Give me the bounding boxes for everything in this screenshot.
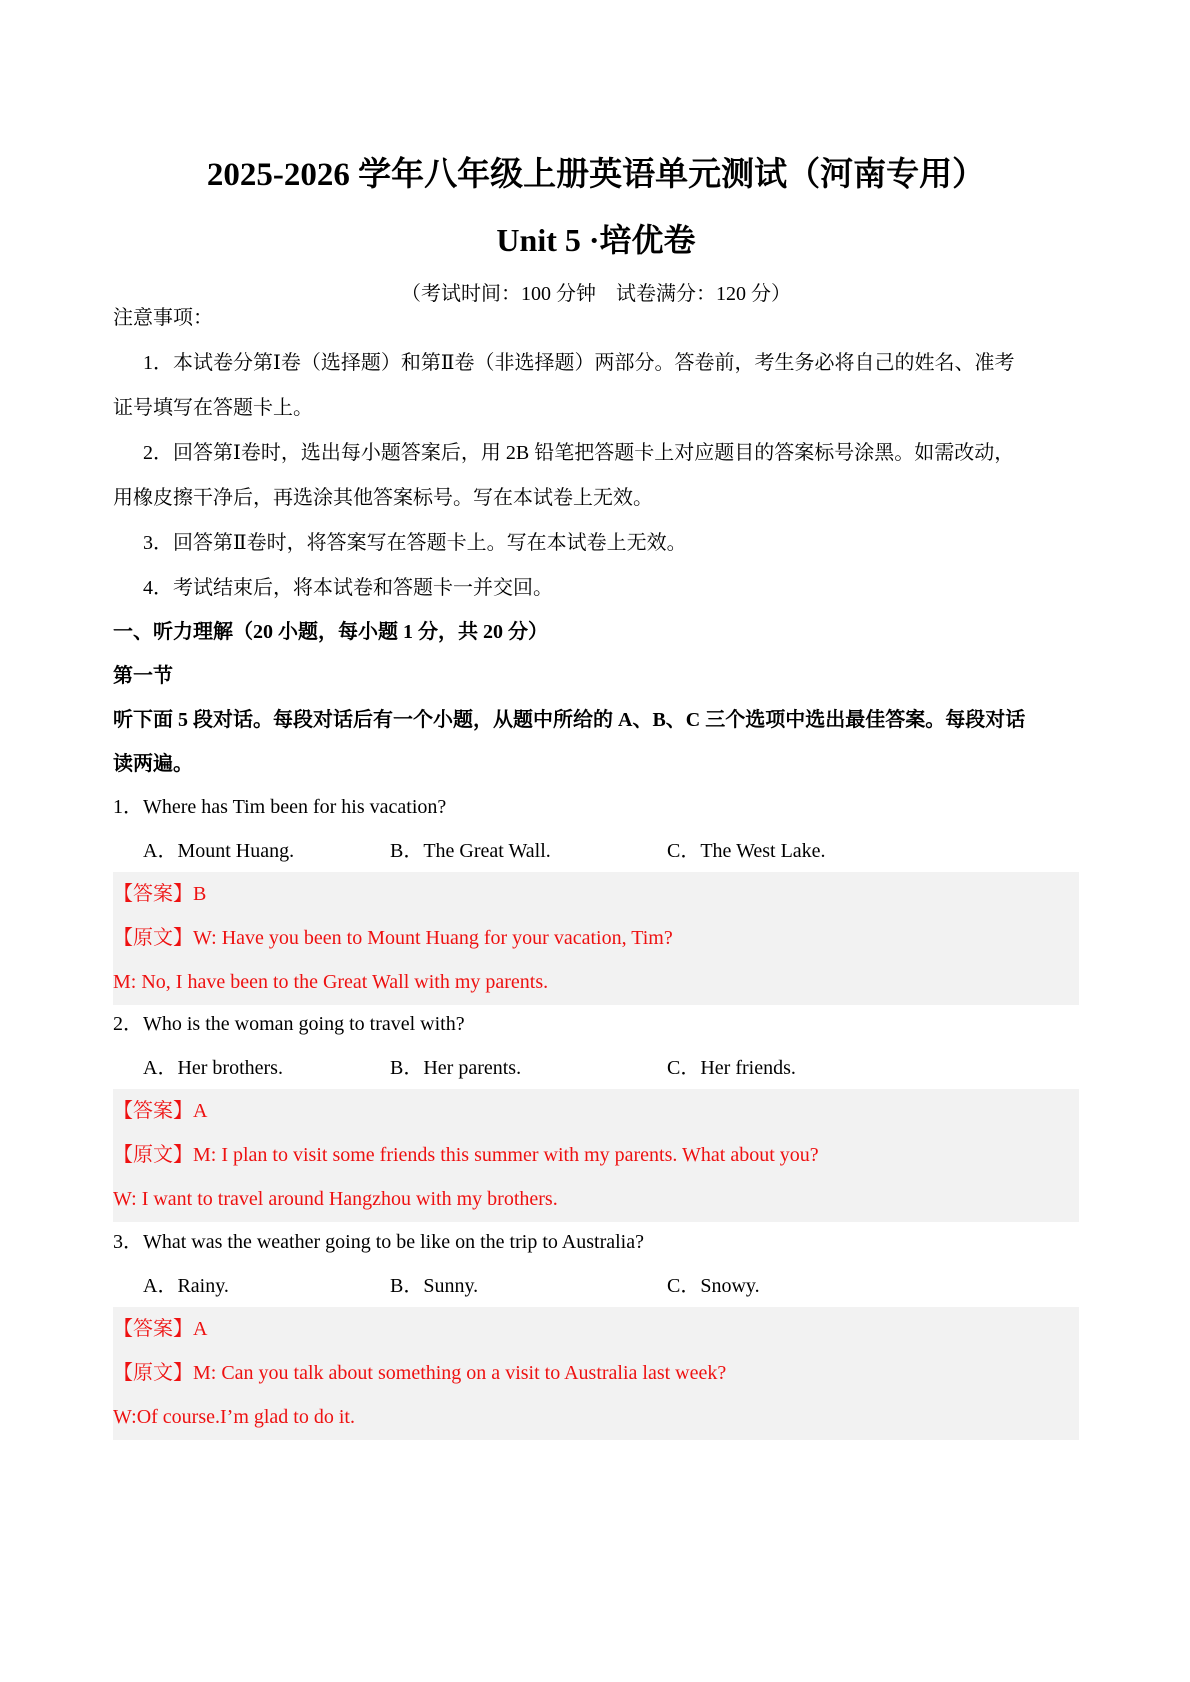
option-a: A．Mount Huang. [143,840,295,862]
script-tag: 【原文】 [113,927,193,949]
notice-item-1-line-2: 证号填写在答题卡上。 [113,397,313,419]
script-tag: 【原文】 [113,1144,193,1166]
script-text: W: Have you been to Mount Huang for your vacation, Tim? [193,927,673,949]
question-stem: 3．What was the weather going to be like on the trip to Australia? [113,1231,644,1253]
option-c: C．The West Lake. [667,840,826,862]
option-c: C．Snowy. [667,1275,760,1297]
option-b: B．Sunny. [390,1275,479,1297]
script-text: M: Can you talk about something on a visit to Australia last week? [193,1362,727,1384]
section-instruction-line-2: 读两遍。 [113,753,193,775]
notice-heading: 注意事项： [113,307,213,329]
option-a: A．Rainy. [143,1275,229,1297]
script-line-2: W: I want to travel around Hangzhou with my brothers. [113,1188,558,1210]
script-line-1 [113,1359,726,1387]
notice-item-1-line-1: 1．本试卷分第Ⅰ卷（选择题）和第Ⅱ卷（非选择题）两部分。答卷前，考生务必将自己的姓名、准考 [143,352,1015,374]
script-line-2: M: No, I have been to the Great Wall with my parents. [113,971,549,993]
section-instruction-line-1: 听下面 5 段对话。每段对话后有一个小题，从题中所给的 A、B、C 三个选项中选出最佳答案。每段对话 [113,709,1026,731]
notice-item-4: 4．考试结束后，将本试卷和答题卡一并交回。 [143,577,553,599]
exam-title: 2025-2026 学年八年级上册英语单元测试（河南专用） [206,157,986,193]
option-a: A．Her brothers. [143,1057,283,1079]
answer-box [113,1089,1079,1222]
section-heading: 一、听力理解（20 小题，每小题 1 分，共 20 分） [113,621,548,643]
notice-item-2-line-1: 2．回答第Ⅰ卷时，选出每小题答案后，用 2B 铅笔把答题卡上对应题目的答案标号涂黑。如需改动， [143,442,1015,464]
script-line-2: W:Of course.I’m glad to do it. [113,1406,355,1428]
script-line-1 [113,924,673,952]
option-c: C．Her friends. [667,1057,796,1079]
exam-info: （考试时间：100 分钟 试卷满分：120 分） [401,283,791,305]
notice-item-2-line-2: 用橡皮擦干净后，再选涂其他答案标号。写在本试卷上无效。 [113,487,653,509]
exam-subtitle: Unit 5 ·培优卷 [496,222,696,258]
script-line-1 [113,1141,819,1169]
question-stem: 1．Where has Tim been for his vacation? [113,796,447,818]
script-text: M: I plan to visit some friends this summer with my parents. What about you? [193,1144,819,1166]
answer-box [113,1307,1079,1440]
script-tag: 【原文】 [113,1362,193,1384]
option-b: B．Her parents. [390,1057,522,1079]
answer-box [113,872,1079,1005]
answer-label: 【答案】A [113,1100,208,1122]
answer-label: 【答案】B [113,883,207,905]
question-stem: 2．Who is the woman going to travel with? [113,1013,465,1035]
section-part: 第一节 [113,665,173,687]
answer-label: 【答案】A [113,1318,208,1340]
notice-item-3: 3．回答第Ⅱ卷时，将答案写在答题卡上。写在本试卷上无效。 [143,532,687,554]
option-b: B．The Great Wall. [390,840,551,862]
